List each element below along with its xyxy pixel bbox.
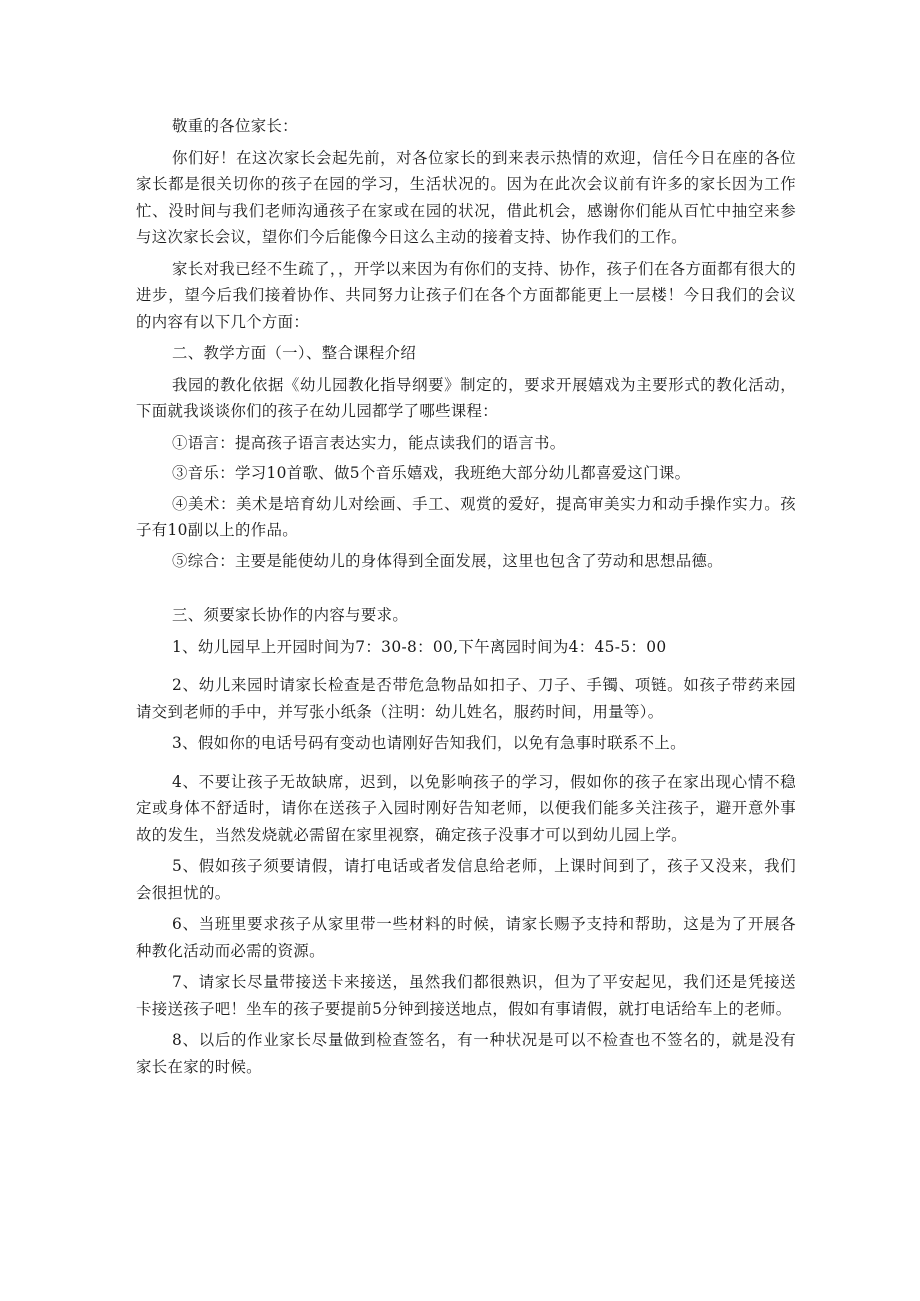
requirement-item: 8、以后的作业家长尽量做到检查签名，有一种状况是可以不检查也不签名的，就是没有家长在家的时候。 (136, 1031, 796, 1076)
intro-paragraph-2: 家长对我已经不生疏了，，开学以来因为有你们的支持、协作，孩子们在各方面都有很大的进步，望今后我们接着协作、共同努力让孩子们在各个方面都能更上一层楼！今日我们的会议的内容有以下几个方面： (136, 259, 796, 331)
requirement-item: 3、假如你的电话号码有变动也请刚好告知我们，以免有急事时联系不上。 (172, 734, 686, 752)
section-heading-teaching: 二、教学方面（一）、整合课程介绍 (172, 344, 417, 362)
greeting: 敬重的各位家长： (172, 117, 298, 135)
letter-body (136, 113, 796, 1085)
intro-paragraph: 你们好！在这次家长会起先前，对各位家长的到来表示热情的欢迎，信任今日在座的各位家长都是很关切你的孩子在园的学习，生活状况的。因为在此次会议前有许多的家长因为工作忙、没时间与我们老师沟通孩子在家或在园的状况，借此机会，感谢你们能从百忙中抽空来参与这次家长会议，望你们今后能像今日这么主动的接着支持、协作我们的工作。 (136, 148, 796, 246)
requirement-item: 2、幼儿来园时请家长检查是否带危急物品如扣子、刀子、手镯、项链。如孩子带药来园请交到老师的手中，并写张小纸条（注明：幼儿姓名，服药时间，用量等）。 (136, 676, 796, 721)
course-item: ④美术：美术是培育幼儿对绘画、手工、观赏的爱好，提高审美实力和动手操作实力。孩子有10副以上的作品。 (136, 494, 796, 539)
course-item: ⑤综合：主要是能使幼儿的身体得到全面发展，这里也包含了劳动和思想品德。 (172, 551, 723, 570)
requirement-item: 7、请家长尽量带接送卡来接送，虽然我们都很熟识，但为了平安起见，我们还是凭接送卡接送孩子吧！坐车的孩子要提前5分钟到接送地点，假如有事请假，就打电话给车上的老师。 (136, 973, 796, 1018)
curriculum-intro: 我园的教化依据《幼儿园教化指导纲要》制定的，要求开展嬉戏为主要形式的教化活动，下面就我谈谈你们的孩子在幼儿园都学了哪些课程： (136, 375, 796, 420)
requirement-item: 1、幼儿园早上开园时间为7：30-8：00,下午离园时间为4：45-5：00 (172, 637, 667, 656)
requirement-item: 6、当班里要求孩子从家里带一些材料的时候，请家长赐予支持和帮助，这是为了开展各种教化活动而必需的资源。 (136, 915, 796, 960)
requirement-item: 5、假如孩子须要请假，请打电话或者发信息给老师，上课时间到了，孩子又没来，我们会很担忧的。 (136, 857, 796, 902)
course-item: ①语言：提高孩子语言表达实力，能点读我们的语言书。 (172, 433, 566, 452)
requirement-item: 4、不要让孩子无故缺席，迟到，以免影响孩子的学习，假如你的孩子在家出现心情不稳定或身体不舒适时，请你在送孩子入园时刚好告知老师，以便我们能多关注孩子，避开意外事故的发生，当然发烧就必需留在家里视察，确定孩子没事才可以到幼儿园上学。 (136, 772, 796, 844)
course-item: ③音乐：学习10首歌、做5个音乐嬉戏，我班绝大部分幼儿都喜爱这门课。 (172, 464, 691, 482)
section-heading-requirements: 三、须要家长协作的内容与要求。 (172, 606, 409, 624)
